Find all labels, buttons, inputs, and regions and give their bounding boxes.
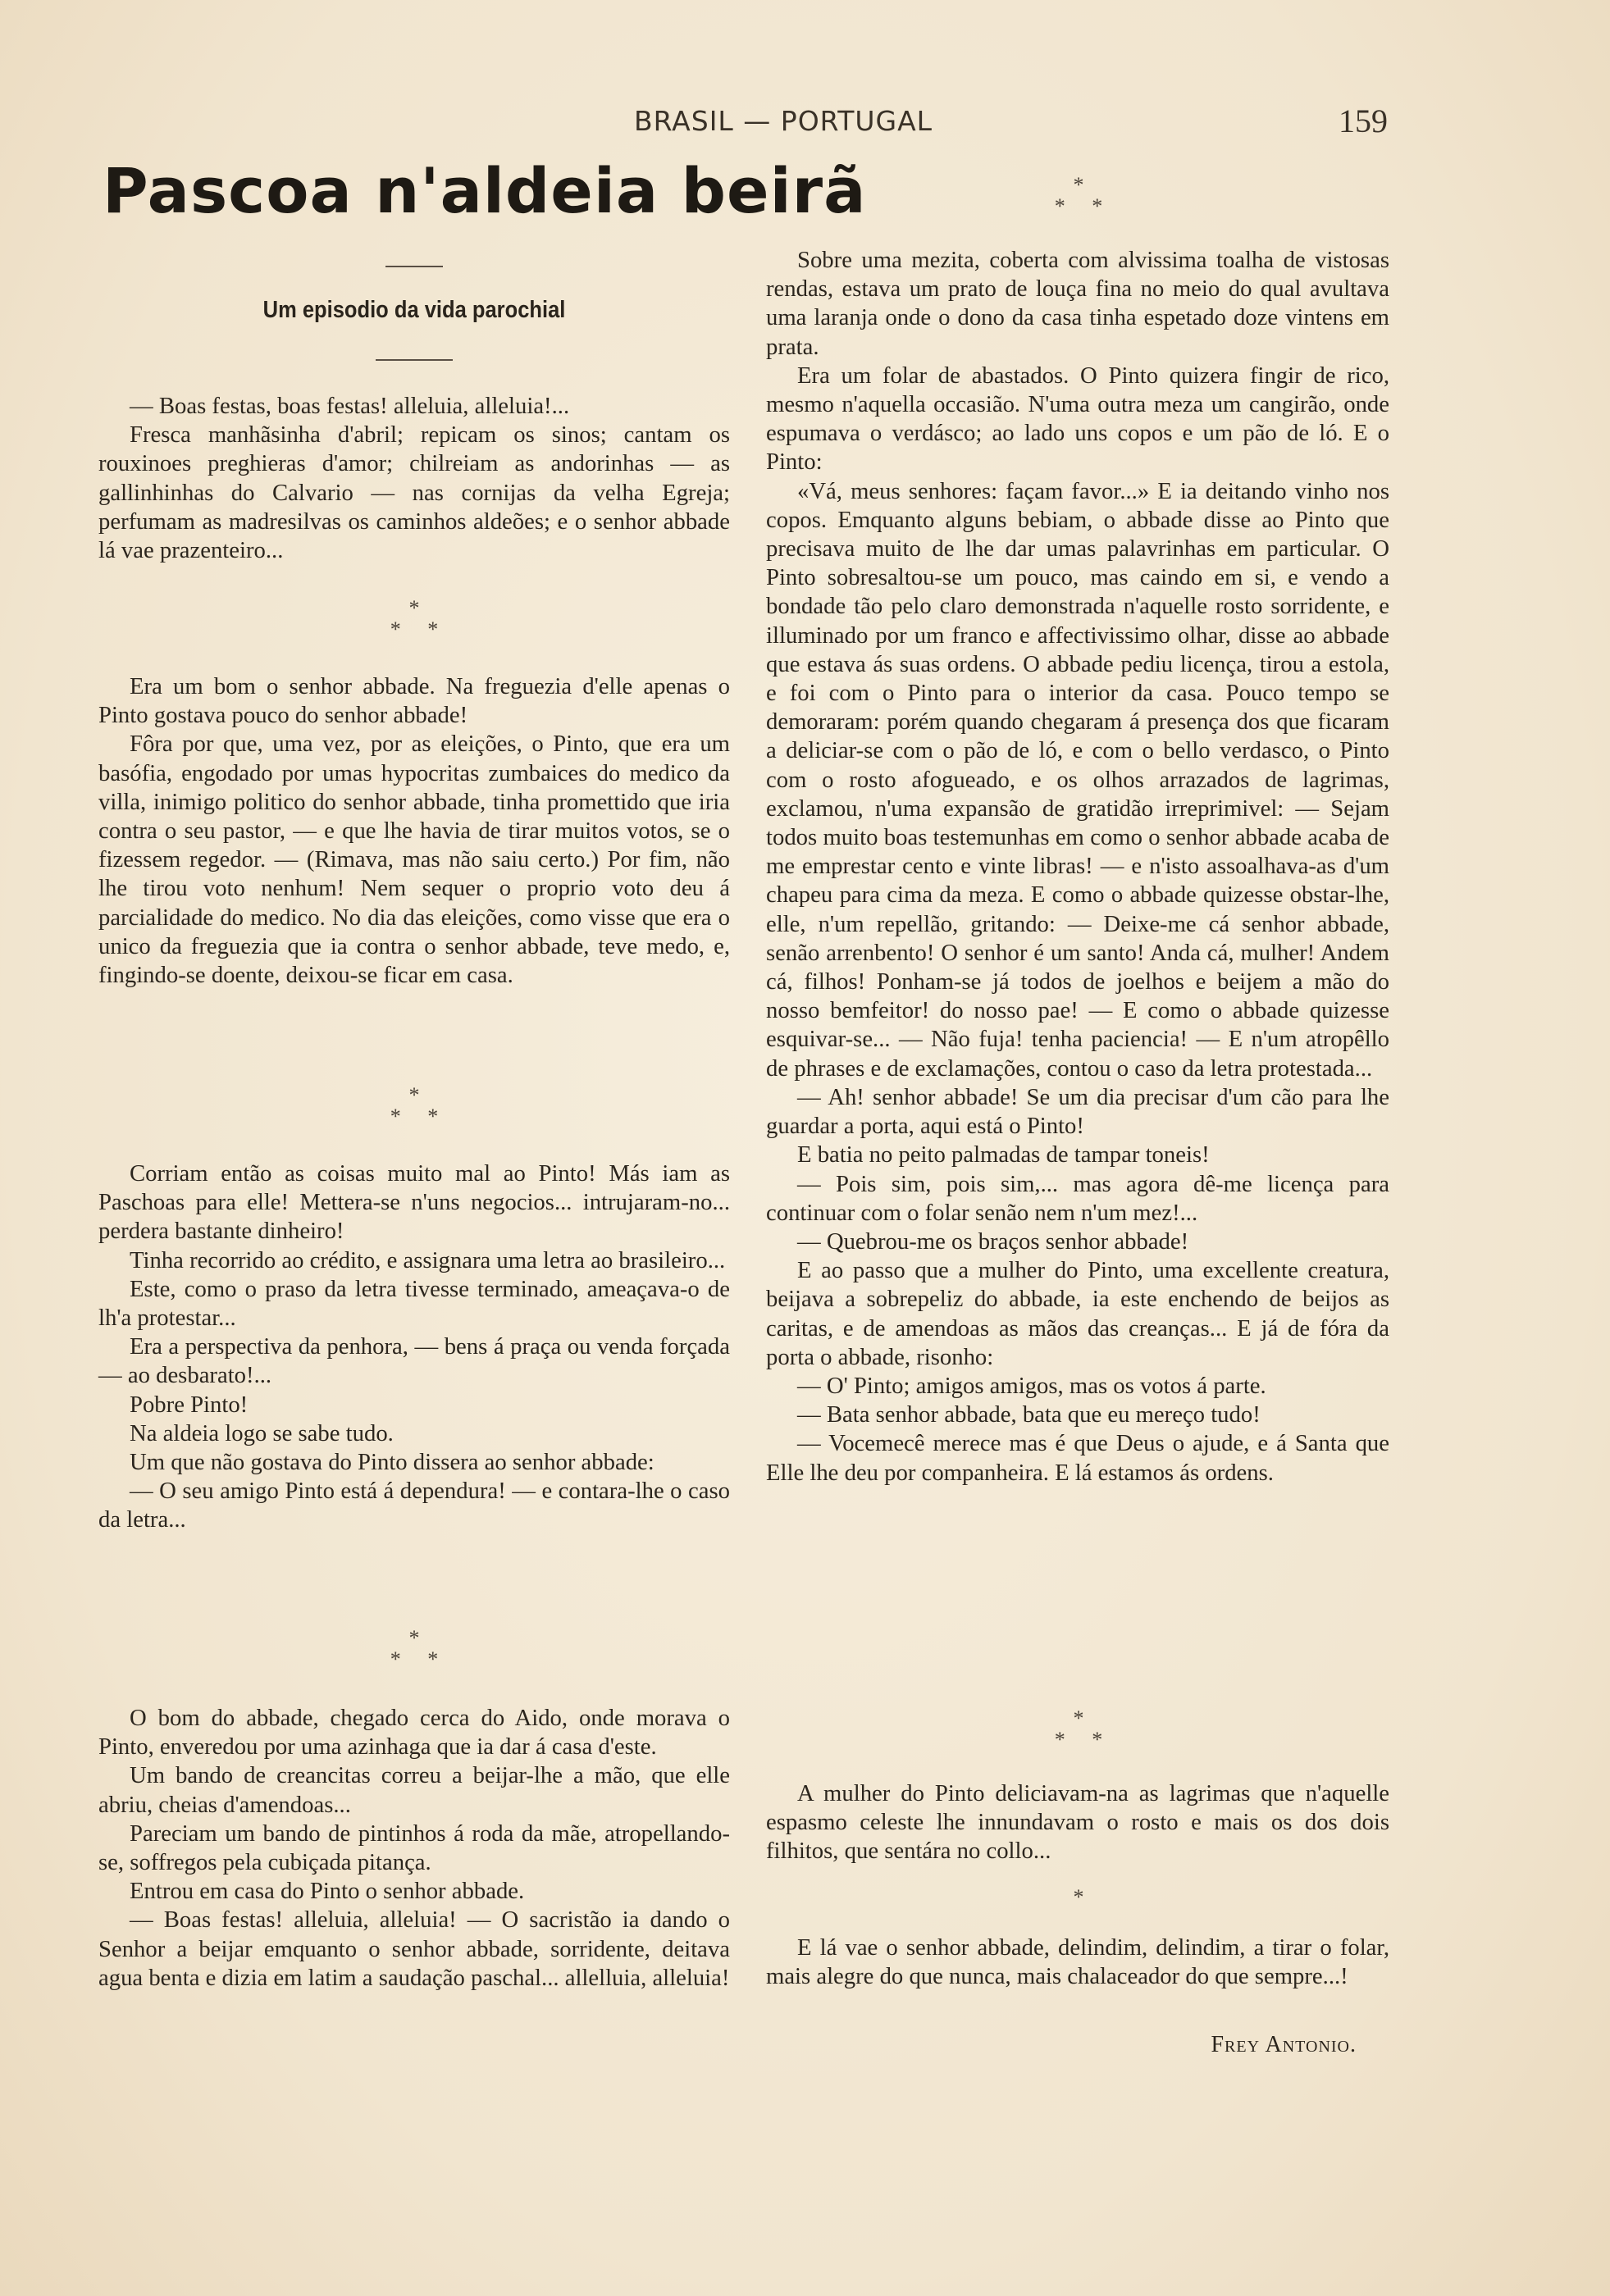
paragraph: Fresca manhãsinha d'abril; repicam os sinos; cantam os rouxinoes preghieras d'amor; chilreiam as andorinhas — as gallinhinhas do Calvario — nas cornijas da velha Egreja; perfumam as madresilvas os caminhos aldeões; e o senhor abbade lá vae prazenteiro... [98, 421, 730, 564]
asterism-star: * [408, 596, 420, 620]
right-block-1 [766, 246, 1389, 1487]
asterism [357, 597, 472, 640]
asterism [357, 1627, 472, 1670]
asterism-star: * [1073, 1885, 1084, 1909]
paragraph: — O' Pinto; amigos amigos, mas os votos á parte. [797, 1372, 1266, 1399]
asterism-stars: * * [390, 1647, 439, 1671]
title-rule [385, 266, 443, 267]
asterism-star: * [408, 1083, 420, 1107]
paragraph: — Vocemecê merece mas é que Deus o ajude, e á Santa que Elle lhe deu por companheira. E lá estamos ás ordens. [766, 1430, 1389, 1486]
paragraph: Um bando de creancitas correu a beijar-lhe a mão, que elle abriu, cheias d'amendoas... [98, 1762, 730, 1818]
paragraph: Era a perspectiva da penhora, — bens á praça ou venda forçada — ao desbarato!... [98, 1333, 730, 1389]
paragraph: E batia no peito palmadas de tampar toneis! [797, 1141, 1210, 1168]
paragraph: Entrou em casa do Pinto o senhor abbade. [130, 1878, 525, 1905]
asterism-star: * [1073, 173, 1084, 197]
asterism-star: * [1073, 1706, 1084, 1730]
asterism [1021, 174, 1136, 216]
asterism-stars: * * [1054, 1728, 1103, 1752]
left-block-1 [98, 392, 730, 565]
paragraph: — Quebrou-me os braços senhor abbade! [797, 1228, 1189, 1255]
left-block-3 [98, 1159, 730, 1535]
author-signature: Frey Antonio. [1211, 2032, 1357, 2057]
running-head: BRASIL — PORTUGAL [633, 105, 933, 137]
paragraph: Era um bom o senhor abbade. Na freguezia d'elle apenas o Pinto gostava pouco do senhor abbade! [98, 673, 730, 729]
paragraph: Era um folar de abastados. O Pinto quizera fingir de rico, mesmo n'aquella occasião. N'uma outra meza um cangirão, onde espumava o verdásco; ao lado uns copos e um pão de ló. E o Pinto: [766, 362, 1389, 476]
left-block-2 [98, 672, 730, 990]
asterism-stars: * * [1054, 194, 1103, 218]
asterism [1021, 1707, 1136, 1750]
asterism [357, 1084, 472, 1127]
paragraph: E lá vae o senhor abbade, delindim, delindim, a tirar o folar, mais alegre do que nunca, mais chalaceador do que sempre...! [766, 1934, 1389, 1990]
left-block-4 [98, 1704, 730, 1993]
asterism [1021, 1886, 1136, 1907]
paragraph: — O seu amigo Pinto está á dependura! — e contara-lhe o caso da letra... [98, 1478, 730, 1533]
paragraph: «Vá, meus senhores: façam favor...» E ia deitando vinho nos copos. Emquanto alguns bebiam, o abbade disse ao Pinto que precisava muito de lhe dar umas palavrinhas em particular. O Pinto sobresaltou-se um pouco, mas caindo em si, e vendo a bondade tão pelo claro demonstrada n'aquelle rosto sorridente, e illuminado por um franco e affectivissimo olhar, disse ao abbade que estava ás suas ordens. O abbade pediu licença, tirou a estola, e foi com o Pinto para o interior da casa. Pouco tempo se demoraram: porém quando chegaram á presença dos que ficaram a deliciar-se com o pão de ló, e com o bello verdasco, o Pinto com o rosto afogueado, e os olhos arrazados de lagrimas, exclamou, n'uma expansão de gratidão irreprimivel: — Sejam todos muito boas testemunhas em como o senhor abbade acaba de me emprestar cento e vinte libras! — e n'isto assoalhava-as d'um chapeu para cima da meza. E como o abbade quizesse obstar-lhe, elle, n'um repellão, gritando: — Deixe-me cá senhor abbade, senão arrenbento! O senhor é um santo! Anda cá, mulher! Andem cá, filhos! Ponham-se já todos de joelhos e beijem a mão do nosso bemfeitor! do nosso pae! — E como o abbade quizesse esquivar-se... — Não fuja! tenha paciencia! — E n'um atropêllo de phrases e de exclamações, contou o caso da letra protestada... [766, 477, 1389, 1082]
paragraph: Pareciam um bando de pintinhos á roda da mãe, atropellando-se, soffregos pela cubiçada pitança. [98, 1820, 730, 1876]
right-block-3 [766, 1934, 1389, 1991]
paragraph: — Ah! senhor abbade! Se um dia precisar d'um cão para lhe guardar a porta, aqui está o Pinto! [766, 1083, 1389, 1140]
asterism-stars: * * [390, 1105, 439, 1128]
paragraph: A mulher do Pinto deliciavam-na as lagrimas que n'aquelle espasmo celeste lhe innundavam o rosto e mais os dos dois filhitos, que sentára no collo... [766, 1780, 1389, 1865]
paragraph: Um que não gostava do Pinto dissera ao senhor abbade: [130, 1449, 654, 1476]
paragraph: Na aldeia logo se sabe tudo. [130, 1419, 394, 1446]
paragraph: Este, como o praso da letra tivesse terminado, ameaçava-o de lh'a protestar... [98, 1275, 730, 1332]
article-subtitle: Um episodio da vida parochial [262, 297, 566, 323]
paragraph: O bom do abbade, chegado cerca do Aido, onde morava o Pinto, enveredou por uma azinhaga que ia dar á casa d'este. [98, 1705, 730, 1761]
asterism-star: * [408, 1626, 420, 1650]
article-title: Pascoa n'aldeia beirã [103, 154, 867, 227]
paragraph: — Pois sim, pois sim,... mas agora dê-me licença para continuar com o folar senão nem n'um mez!... [766, 1170, 1389, 1226]
paragraph: Fôra por que, uma vez, por as eleições, o Pinto, que era um basófia, engodado por umas hypocritas zumbaices do medico da villa, inimigo politico do senhor abbade, tinha promettido que iria contra o seu pastor, — e que lhe havia de tirar muitos votos, se o fizessem regedor. — (Rimava, mas não saiu certo.) Por fim, não lhe tirou voto nenhum! Nem sequer o proprio voto deu á parcialidade do medico. No dia das eleições, como visse que era o unico da freguezia que ia contra o senhor abbade, teve medo, e, fingindo-se doente, deixou-se ficar em casa. [98, 731, 730, 989]
subtitle-rule [376, 359, 453, 361]
paragraph: Pobre Pinto! [130, 1391, 249, 1418]
paragraph: — Boas festas, boas festas! alleluia, alleluia!... [130, 393, 570, 419]
paragraph: E ao passo que a mulher do Pinto, uma excellente creatura, beijava a sobrepeliz do abbade, ia este enchendo de beijos as caritas, e de amendoas as mãos das creanças... E já de fóra da porta o abbade, risonho: [766, 1257, 1389, 1370]
paragraph: — Boas festas! alleluia, alleluia! — O sacristão ia dando o Senhor a beijar emquanto o senhor abbade, sorridente, deitava agua benta e dizia em latim a saudação paschal... allelluia, alleluia! [98, 1906, 730, 1991]
page-number: 159 [1339, 102, 1388, 139]
paragraph: Corriam então as coisas muito mal ao Pinto! Más iam as Paschoas para elle! Mettera-se n'uns negocios... intrujaram-no... perdera bastante dinheiro! [98, 1160, 730, 1245]
right-block-2 [766, 1779, 1389, 1866]
paragraph: Sobre uma mezita, coberta com alvissima toalha de vistosas rendas, estava um prato de louça fina no meio do qual avultava uma laranja onde o dono da casa tinha espetado doze vintens em prata. [766, 247, 1389, 360]
asterism-stars: * * [390, 617, 439, 641]
paragraph: Tinha recorrido ao crédito, e assignara uma letra ao brasileiro... [130, 1246, 726, 1273]
paragraph: — Bata senhor abbade, bata que eu mereço tudo! [797, 1401, 1261, 1428]
